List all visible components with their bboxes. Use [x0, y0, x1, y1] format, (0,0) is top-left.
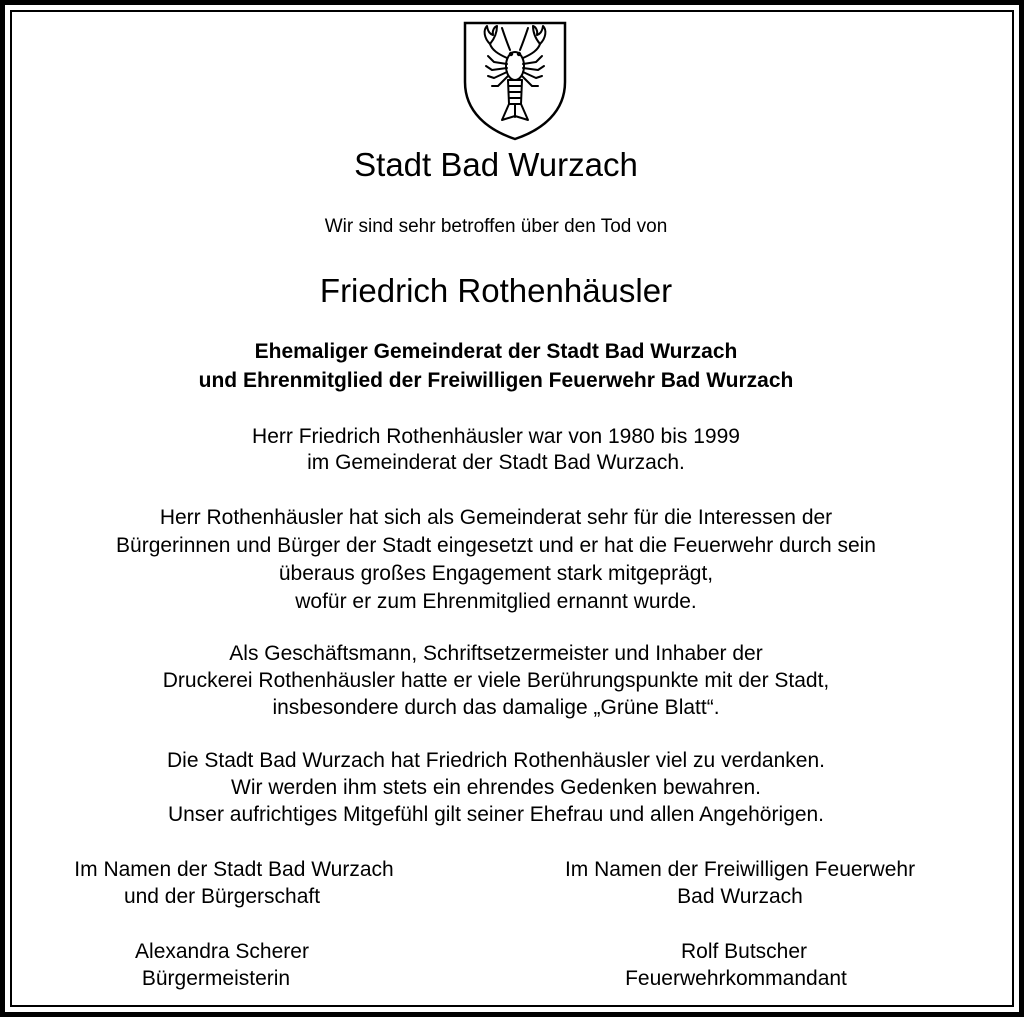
paragraph-line: wofür er zum Ehrenmitglied ernannt wurde. — [295, 590, 697, 613]
role-line-2: und Ehrenmitglied der Freiwilligen Feuerwehr Bad Wurzach — [198, 369, 794, 392]
paragraph-line: Unser aufrichtiges Mitgefühl gilt seiner Ehefrau und allen Angehörigen. — [167, 803, 825, 826]
role-line-1: Ehemaliger Gemeinderat der Stadt Bad Wurzach — [254, 340, 738, 363]
paragraph-line: Bürgerinnen und Bürger der Stadt eingesetzt und er hat die Feuerwehr durch sein — [116, 534, 876, 557]
left-signature-title: Bürgermeisterin — [141, 967, 291, 990]
left-signature-on-behalf-2: und der Bürgerschaft — [123, 885, 321, 908]
paragraph-line: insbesondere durch das damalige „Grüne Blatt“. — [272, 696, 720, 719]
paragraph-line: Druckerei Rothenhäusler hatte er viele Berührungspunkte mit der Stadt, — [162, 669, 830, 692]
crayfish-coat-of-arms-icon — [462, 20, 568, 142]
paragraph-line: Wir werden ihm stets ein ehrendes Gedenken bewahren. — [231, 776, 761, 799]
city-title: Stadt Bad Wurzach — [354, 146, 638, 183]
left-signature-person: Alexandra Scherer — [135, 940, 309, 963]
intro-text: Wir sind sehr betroffen über den Tod von — [324, 216, 668, 237]
paragraph-line: im Gemeinderat der Stadt Bad Wurzach. — [307, 451, 685, 474]
right-signature-on-behalf-2: Bad Wurzach — [677, 885, 803, 908]
right-signature-title: Feuerwehrkommandant — [625, 967, 847, 990]
paragraph-line: Herr Rothenhäusler hat sich als Gemeinderat sehr für die Interessen der — [159, 506, 833, 529]
right-signature-on-behalf-1: Im Namen der Freiwilligen Feuerwehr — [564, 858, 916, 881]
paragraph-line: Herr Friedrich Rothenhäusler war von 1980 bis 1999 — [252, 425, 740, 448]
deceased-name: Friedrich Rothenhäusler — [319, 272, 673, 309]
right-signature-person: Rolf Butscher — [680, 940, 808, 963]
paragraph-line: Die Stadt Bad Wurzach hat Friedrich Rothenhäusler viel zu verdanken. — [167, 749, 825, 772]
paragraph-line: Als Geschäftsmann, Schriftsetzermeister und Inhaber der — [229, 642, 763, 665]
left-signature-on-behalf-1: Im Namen der Stadt Bad Wurzach — [74, 858, 394, 881]
paragraph-line: überaus großes Engagement stark mitgeprägt, — [278, 562, 714, 585]
